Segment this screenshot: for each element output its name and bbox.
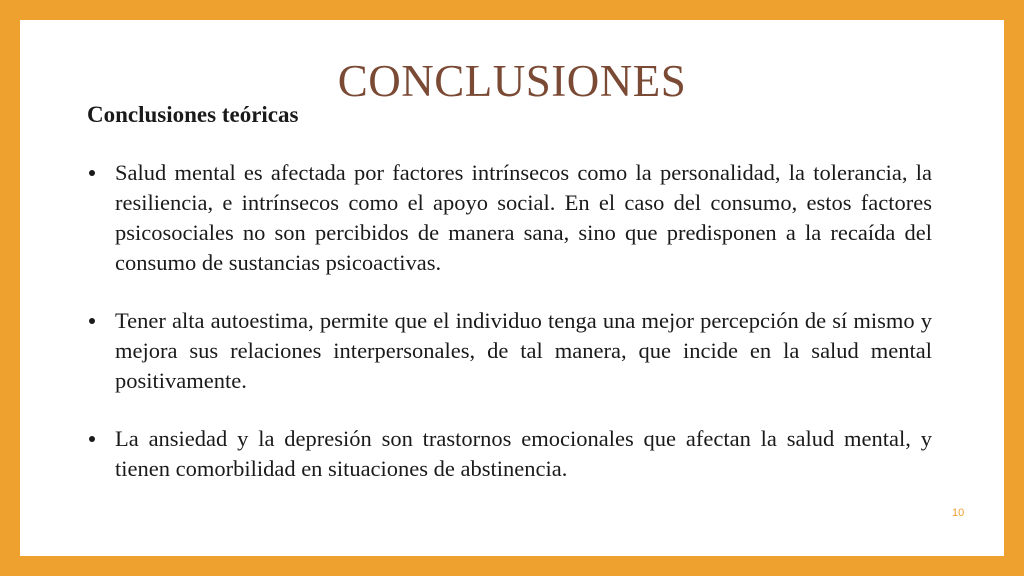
bullet-text: La ansiedad y la depresión son trastornos emocionales que afectan la salud mental, y tienen comorbilidad en situaciones de abstinencia. [115,426,932,481]
section-subtitle: Conclusiones teóricas [87,102,299,127]
bullet-item [87,158,932,278]
slide-title: CONCLUSIONES [337,56,687,106]
bullet-text: Tener alta autoestima, permite que el individuo tenga una mejor percepción de sí mismo y mejora sus relaciones interpersonales, de tal manera, que incide en la salud mental positivamente. [115,308,932,393]
bullet-item [87,424,932,484]
slide-canvas [20,20,1004,556]
bullet-dot-icon [89,318,95,324]
bullet-text: Salud mental es afectada por factores intrínsecos como la personalidad, la tolerancia, la resiliencia, e intrínsecos como el apoyo social. En el caso del consumo, estos factores psicosociales no son percibidos de manera sana, sino que predisponen a la recaída del consumo de sustancias psicoactivas. [115,160,932,275]
bullet-dot-icon [89,436,95,442]
bullet-list [87,158,932,484]
bullet-dot-icon [89,170,95,176]
page-number: 10 [952,507,965,519]
bullet-item [87,306,932,396]
